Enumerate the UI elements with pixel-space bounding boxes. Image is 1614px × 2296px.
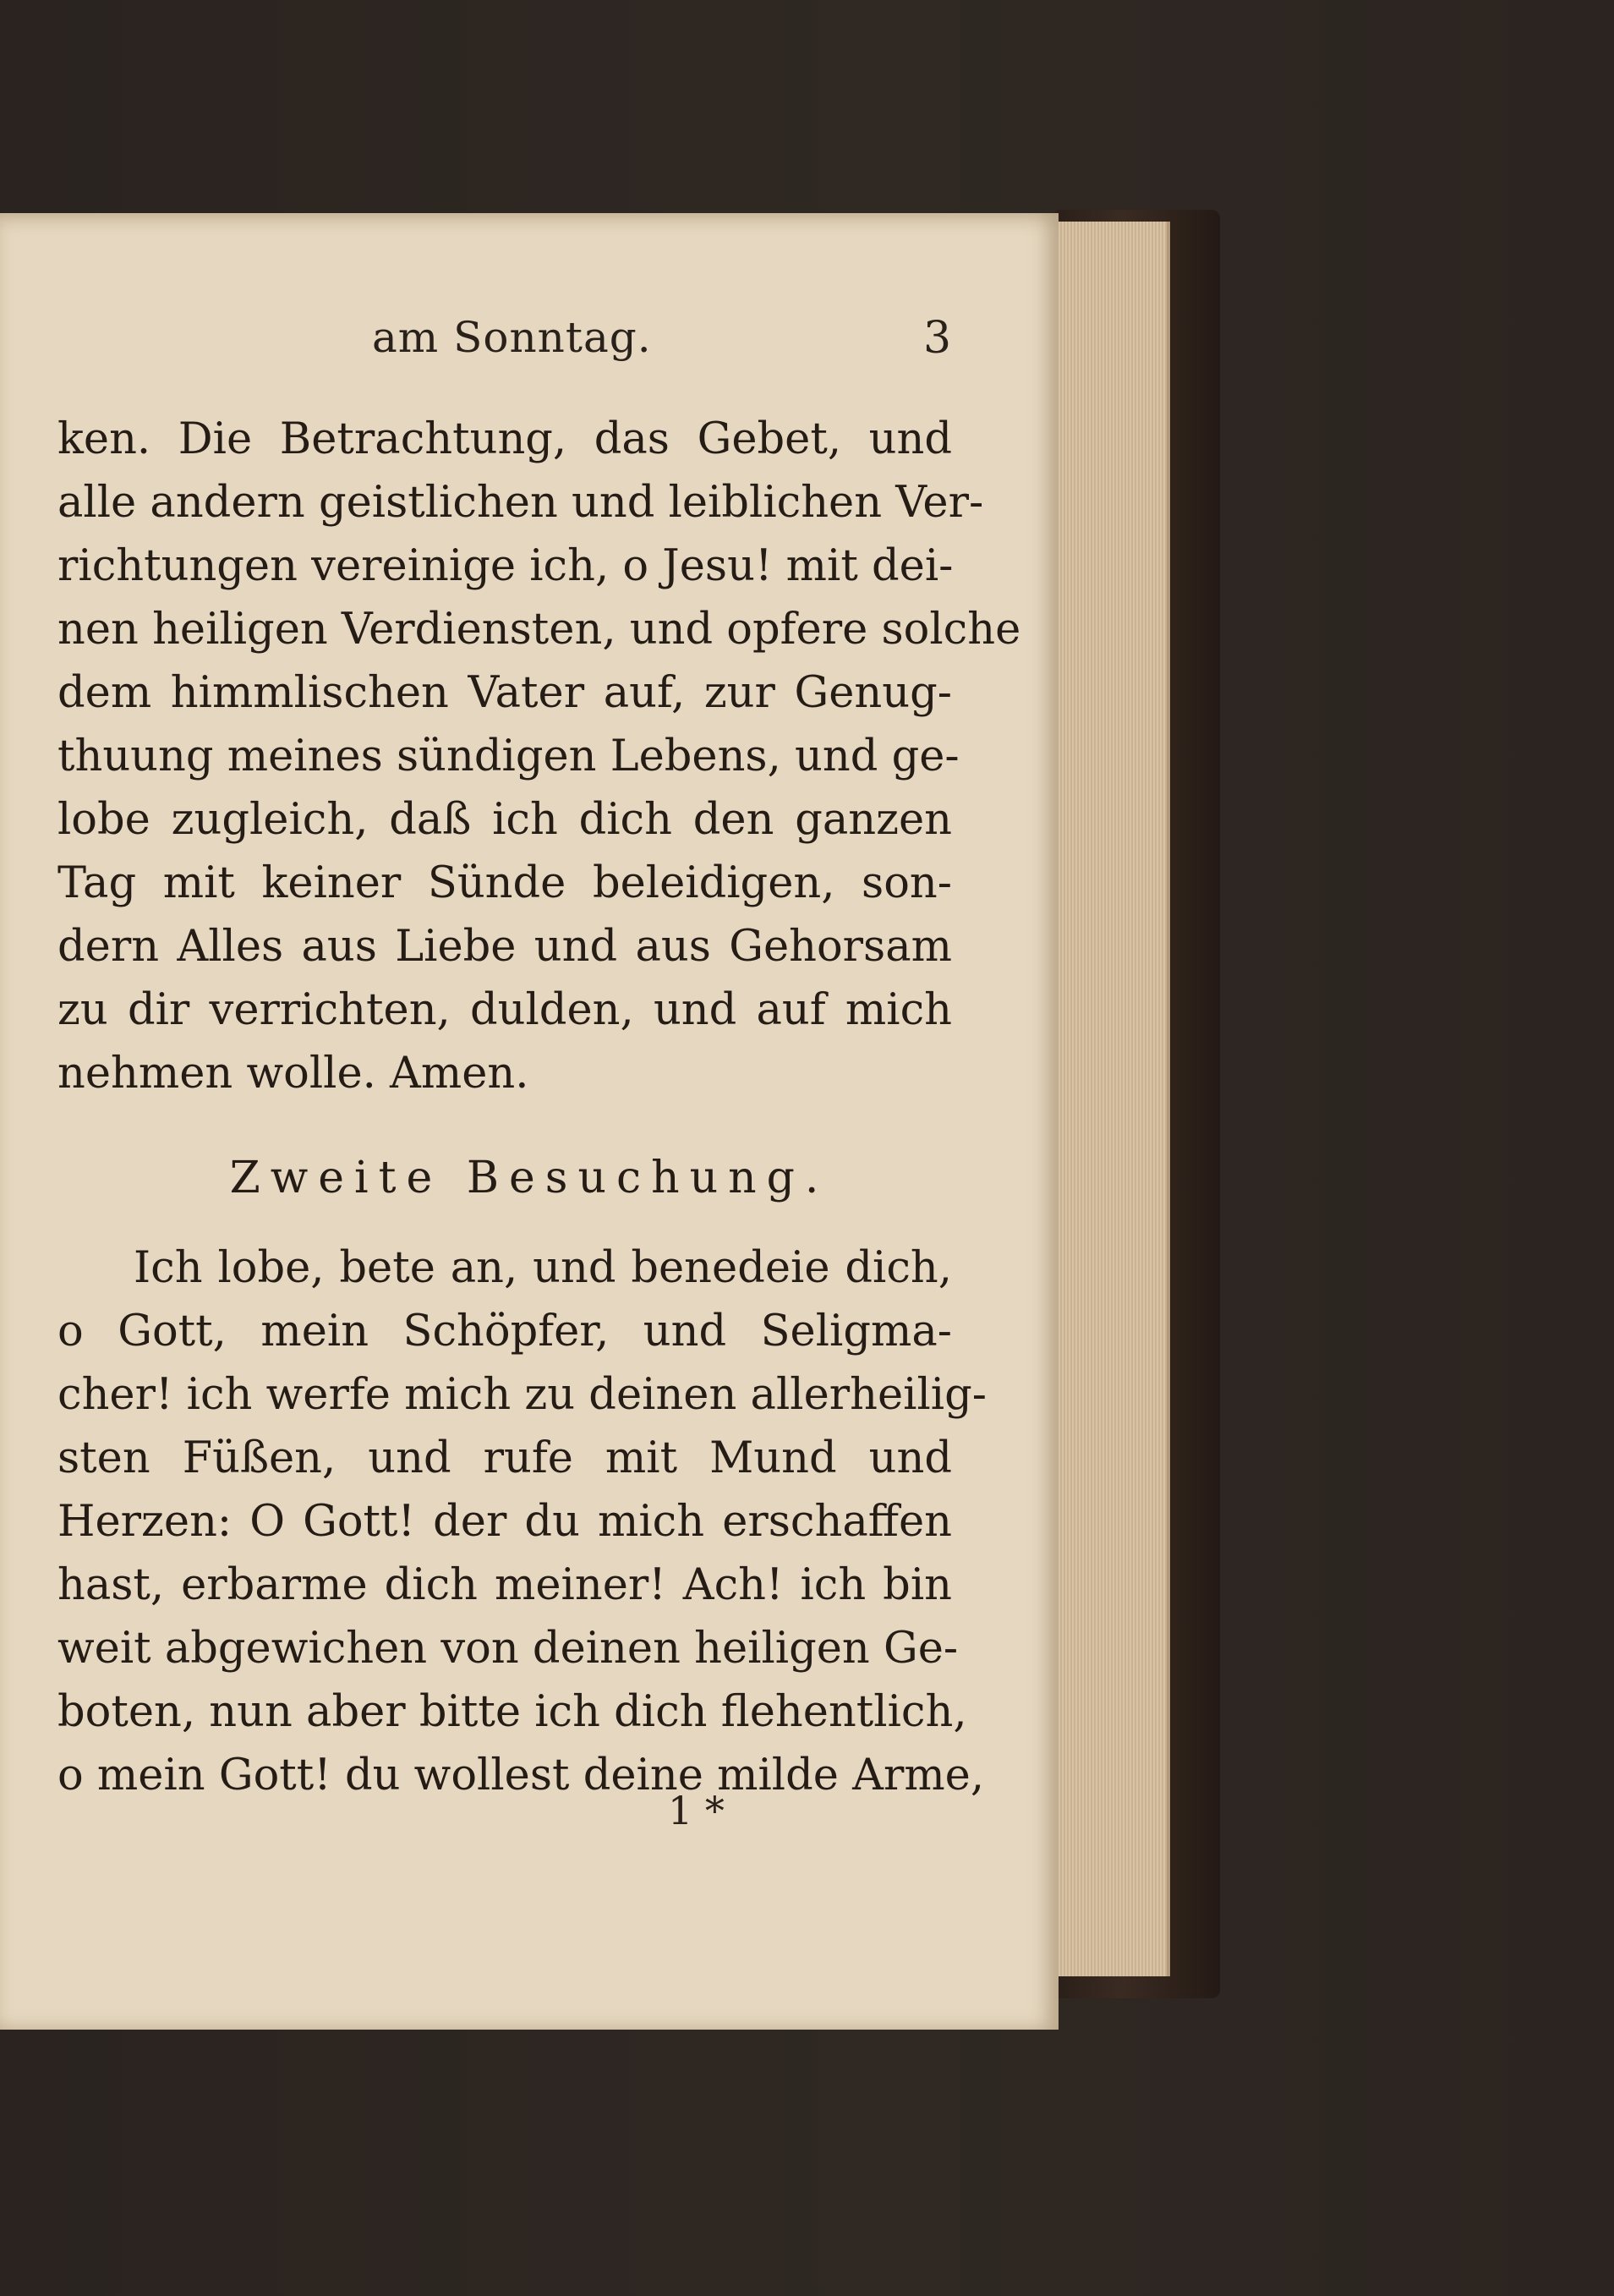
text-line: Tag mit keiner Sünde beleidigen, son- [57, 858, 952, 908]
text-line: nehmen wolle. Amen. [57, 1049, 529, 1099]
running-title: am Sonntag. [372, 313, 652, 362]
text-line: nen heiligen Verdiensten, und opfere solche [57, 605, 1021, 655]
text-line: sten Füßen, und rufe mit Mund und [57, 1433, 952, 1483]
text-line: o Gott, mein Schöpfer, und Seligma- [57, 1307, 952, 1356]
text-line: boten, nun aber bitte ich dich flehentlich, [57, 1687, 967, 1737]
text-line: Herzen: O Gott! der du mich erschaffen [57, 1497, 952, 1547]
page-number: 3 [923, 313, 952, 364]
section-heading: Zweite Besuchung. [229, 1153, 829, 1203]
text-line: weit abgewichen von deinen heiligen Ge- [57, 1624, 959, 1674]
text-line: cher! ich werfe mich zu deinen allerheilig- [57, 1370, 987, 1420]
text-line: Ich lobe, bete an, und benedeie dich, [134, 1243, 952, 1293]
text-line: richtungen vereinige ich, o Jesu! mit dei- [57, 541, 954, 591]
text-line: dern Alles aus Liebe und aus Gehorsam [57, 922, 952, 972]
text-line: zu dir verrichten, dulden, und auf mich [57, 985, 952, 1035]
book-page [0, 213, 1059, 2030]
running-head [0, 313, 1059, 372]
text-line: lobe zugleich, daß ich dich den ganzen [57, 795, 952, 845]
page-edges [1048, 222, 1170, 1976]
text-line: alle andern geistlichen und leiblichen Ver- [57, 478, 984, 528]
text-line: o mein Gott! du wollest deine milde Arme, [57, 1751, 985, 1800]
signature-mark: 1 * [668, 1788, 725, 1833]
text-line: hast, erbarme dich meiner! Ach! ich bin [57, 1560, 952, 1610]
text-line: dem himmlischen Vater auf, zur Genug- [57, 668, 952, 718]
text-line: thuung meines sündigen Lebens, und ge- [57, 732, 960, 781]
text-line: ken. Die Betrachtung, das Gebet, und [57, 414, 952, 464]
